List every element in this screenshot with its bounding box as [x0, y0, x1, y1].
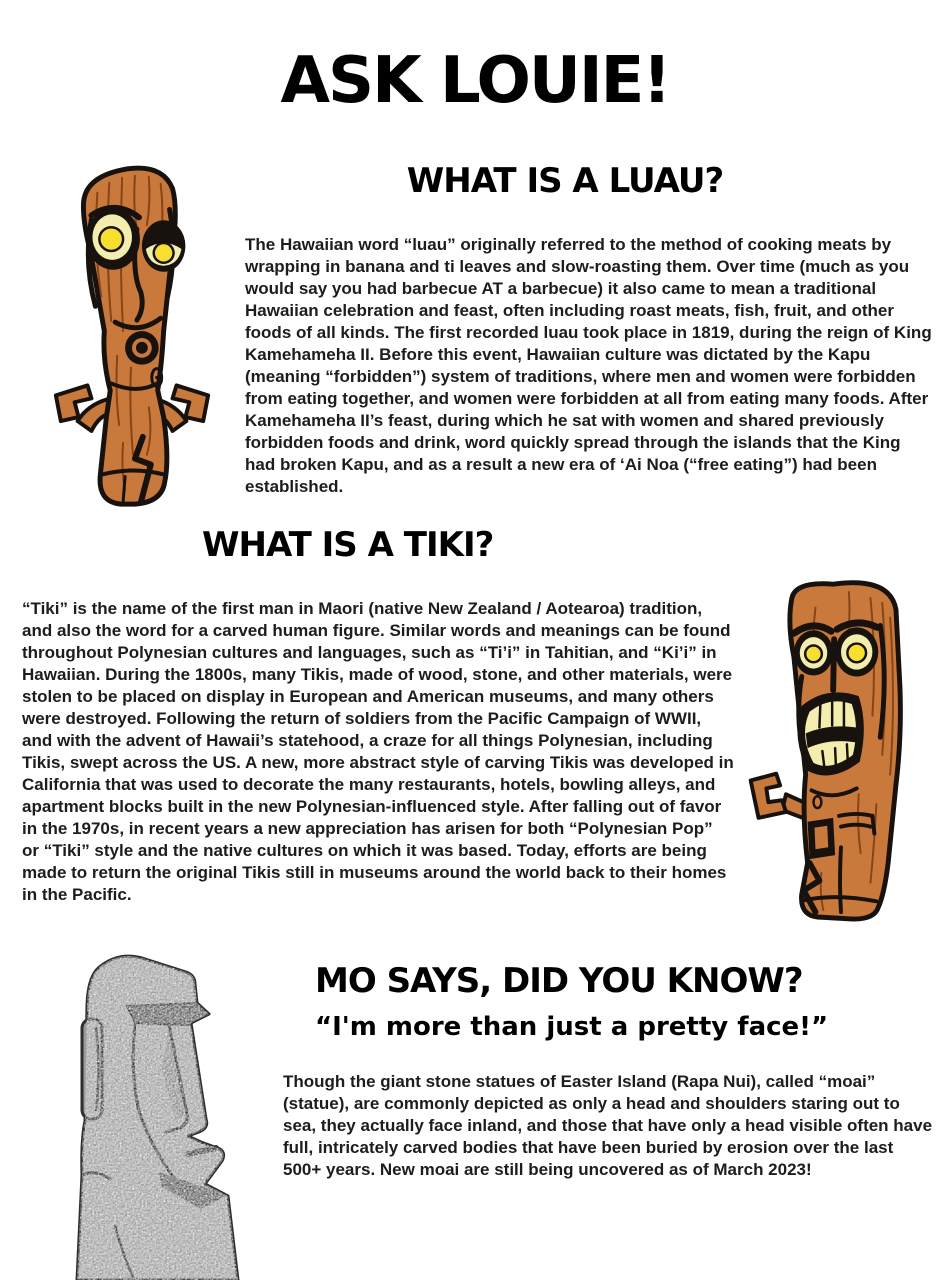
- section-heading-tiki: WHAT IS A TIKI?: [202, 525, 494, 565]
- page-title: ASK LOUIE!: [280, 44, 670, 118]
- section-heading-luau: WHAT IS A LUAU?: [406, 161, 724, 201]
- section-body-mo: Though the giant stone statues of Easter Island (Rapa Nui), called “moai” (statue), are commonly depicted as only a head and shoulders staring out to sea, they actually face inland, and those that have only a head visible often have full, intricately carved bodies that have been buried by erosion over the last 500+ years. New moai are still being uncovered as of March 2023!: [283, 1072, 933, 1179]
- section-body-luau: The Hawaiian word “luau” originally referred to the method of cooking meats by wrapping in banana and ti leaves and slow-roasting them. Over time (much as you would say you had barbecue AT a barbecue) it also came to mean a traditional Hawaiian celebration and feast, often including roast meats, fish, fruit, and other foods of all kinds. The first recorded luau took place in 1819, during the reign of King Kamehameha II. Before this event, Hawaiian culture was dictated by the Kapu (meaning “forbidden”) system of traditions, where men and women were forbidden from eating together, and women were forbidden at all from eating many foods. After Kamehameha II’s feast, during which he sat with women and shared previously forbidden foods and drink, word quickly spread through the islands that the King had broken Kapu, and as a result a new era of ‘Ai Noa (“free eating”) had been established.: [245, 235, 932, 496]
- mo-quote: “I'm more than just a pretty face!”: [315, 1012, 829, 1042]
- tiki-louie-illustration: [28, 158, 236, 514]
- moai-illustration: [38, 943, 288, 1280]
- tiki-grinning-illustration: [733, 567, 949, 943]
- section-heading-mo: MO SAYS, DID YOU KNOW?: [315, 961, 803, 1001]
- section-body-tiki: “Tiki” is the name of the first man in Maori (native New Zealand / Aotearoa) tradition, and also the word for a carved human figure. Similar words and meanings can be found throughout Polynesian cultures and languages, such as “Ti’i” in Tahitian, and “Ki’i” in Hawaiian. During the 1800s, many Tikis, made of wood, stone, and other materials, were stolen to be placed on display in European and American museums, and many others were destroyed. Following the return of soldiers from the Pacific Campaign of WWII, and with the advent of Hawaii’s statehood, a craze for all things Polynesian, including Tikis, swept across the US. A new, more abstract style of carving Tikis was developed in California that was used to decorate the many restaurants, hotels, bowling alleys, and apartment blocks built in the new Polynesian-influenced style. After falling out of favor in the 1970s, in recent years a new appreciation has arisen for both “Polynesian Pop” or “Tiki” style and the native cultures on which it was based. Today, efforts are being made to return the original Tikis still in museums around the world back to their homes in the Pacific.: [22, 599, 734, 904]
